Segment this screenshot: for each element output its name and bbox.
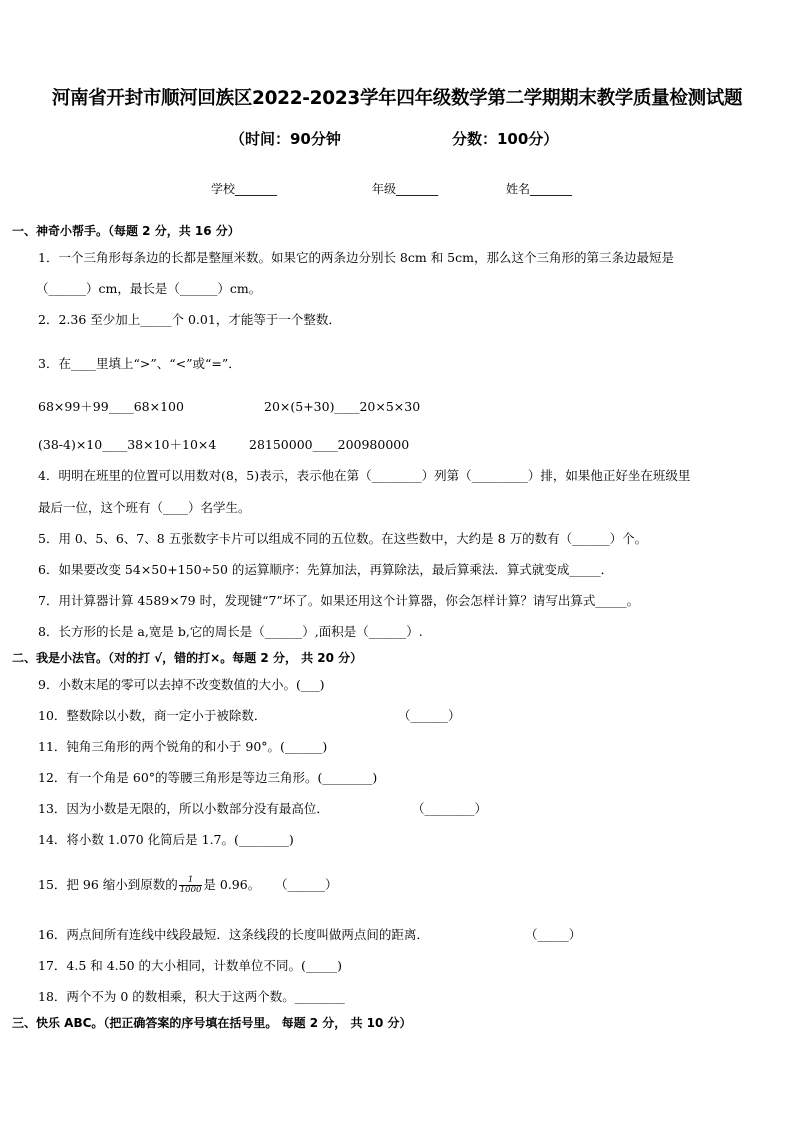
question-16-blank: （_____） (525, 927, 582, 942)
section1-heading: 一、神奇小帮手。（每题 2 分，共 16 分） (12, 224, 240, 238)
question-1-line2: （______）cm，最长是（______）cm。 (36, 281, 262, 296)
question-12: 12．有一个角是 60°的等腰三角形是等边三角形。(________) (38, 770, 378, 785)
question-3-item-c: (38-4)×10____38×10＋10×4 (38, 437, 217, 452)
question-16: 16．两点间所有连线中线段最短．这条线段的长度叫做两点间的距离． (38, 927, 429, 942)
exam-meta (0, 128, 794, 152)
fraction-numerator: 1 (179, 876, 203, 886)
question-1-line1: 1．一个三角形每条边的长都是整厘米数。如果它的两条边分别长 8cm 和 5cm，那么这个三角形的第三条边最短是 (38, 250, 674, 265)
section3-heading: 三、快乐 ABC。（把正确答案的序号填在括号里。 每题 2 分， 共 10 分） (12, 1016, 412, 1030)
question-3: 3．在____里填上“>”、“<”或“=”． (38, 356, 241, 371)
section2-heading: 二、我是小法官。（对的打 √，错的打×。每题 2 分， 共 20 分） (12, 651, 363, 665)
exam-title: 河南省开封市顺河回族区2022-2023学年四年级数学第二学期期末教学质量检测试题 (51, 88, 743, 109)
question-5: 5．用 0、5、6、7、8 五张数字卡片可以组成不同的五位数。在这些数中，大约是 8 万的数有（______）个。 (38, 531, 648, 546)
question-15-text: 15．把 96 缩小到原数的 (38, 877, 178, 892)
student-info (0, 180, 794, 200)
question-14: 14．将小数 1.070 化简后是 1.7。(________) (38, 832, 294, 847)
grade-field[interactable]: 年级_______ (372, 182, 439, 196)
question-3-item-d: 28150000____200980000 (249, 437, 410, 452)
question-10: 10．整数除以小数，商一定小于被除数． (38, 708, 267, 723)
fraction-denominator: 1000 (179, 885, 202, 895)
question-13-blank: （________） (412, 801, 488, 816)
question-10-blank: （______） (398, 708, 461, 723)
question-17: 17．4.5 和 4.50 的大小相同，计数单位不同。(_____) (38, 958, 343, 973)
question-13: 13．因为小数是无限的，所以小数部分没有最高位． (38, 801, 329, 816)
question-4-line1: 4．明明在班里的位置可以用数对(8，5)表示，表示他在第（________）列第（_________）排，如果他正好坐在班级里 (38, 468, 691, 483)
question-11: 11．钝角三角形的两个锐角的和小于 90°。(______) (38, 739, 328, 754)
question-15-text-end: 是 0.96。 (203, 877, 261, 892)
exam-score: 分数：100分） (452, 130, 559, 148)
question-7: 7．用计算器计算 4589×79 时，发现键“7”坏了。如果还用这个计算器，你会怎样计算？请写出算式_____。 (38, 593, 640, 608)
question-15-blank: （______） (275, 877, 338, 892)
question-3-item-b: 20×(5+30)____20×5×30 (264, 399, 421, 414)
question-18: 18．两个不为 0 的数相乘，积大于这两个数。________ (38, 989, 345, 1004)
question-8: 8．长方形的长是 a,宽是 b,它的周长是（______）,面积是（______）. (38, 624, 423, 639)
school-field[interactable]: 学校_______ (211, 182, 278, 196)
fraction (179, 876, 203, 895)
exam-time: （时间：90分钟 (230, 130, 341, 148)
question-4-line2: 最后一位，这个班有（____）名学生。 (38, 500, 251, 515)
question-3-item-a: 68×99＋99____68×100 (38, 399, 184, 414)
name-field[interactable]: 姓名_______ (506, 182, 573, 196)
question-6: 6．如果要改变 54×50+150÷50 的运算顺序：先算加法，再算除法，最后算乘法．算式就变成_____． (38, 562, 614, 577)
question-2: 2．2.36 至少加上_____个 0.01，才能等于一个整数． (38, 312, 341, 327)
question-15 (38, 876, 260, 895)
question-9: 9．小数末尾的零可以去掉不改变数值的大小。(___) (38, 677, 325, 692)
